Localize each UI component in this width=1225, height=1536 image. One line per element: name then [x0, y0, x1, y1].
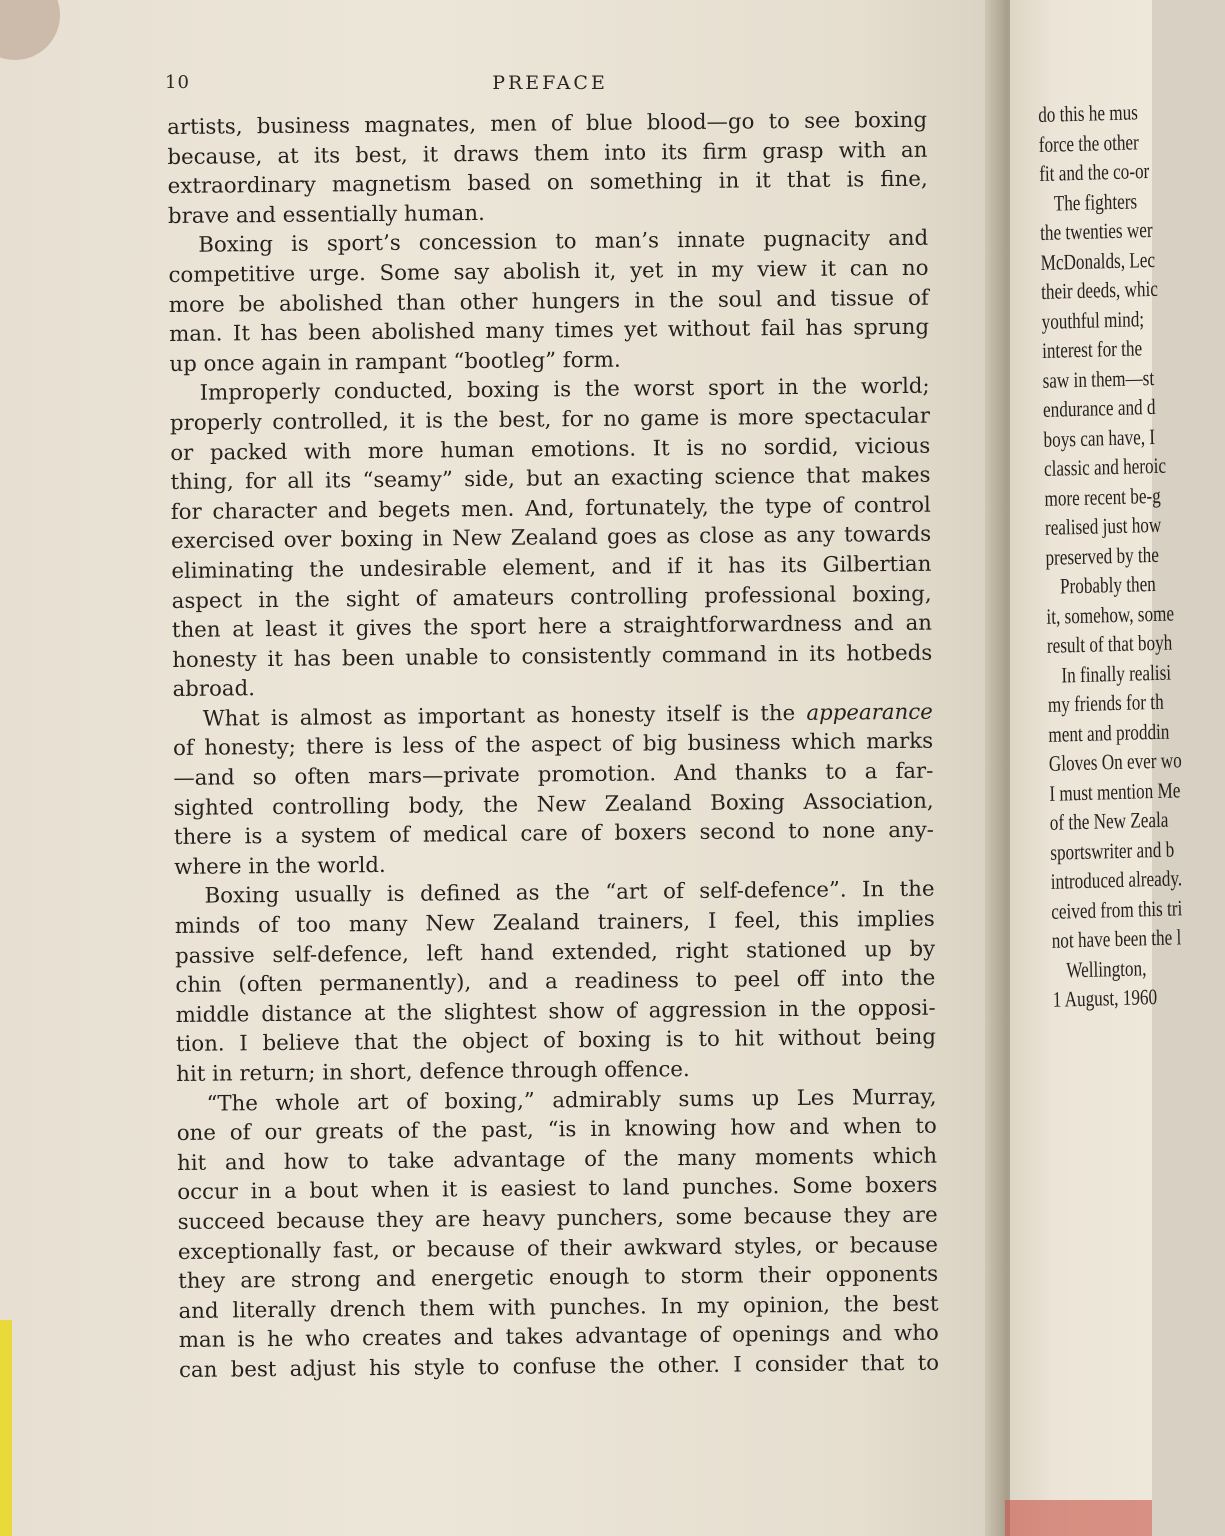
text-line-content: competitive urge. Some say abolish it, yet in my view it can no [168, 255, 929, 288]
text-line-content: middle distance at the slightest show of aggression in the opposi- [175, 995, 936, 1028]
text-line-content: they are strong and energetic enough to storm their opponents [178, 1261, 939, 1295]
right-text-line: sportswriter and b [1050, 836, 1175, 865]
right-text-line: interest for the [1041, 335, 1143, 363]
running-head: PREFACE [492, 72, 608, 94]
text-line-content: exceptionally fast, or because of their awkward styles, or because [177, 1232, 939, 1265]
right-text-line: youthful mind; [1041, 305, 1145, 334]
text-line-content: man. It has been abolished many times yet without fail has sprung [169, 314, 930, 348]
right-text-line: In finally realisi [1061, 659, 1172, 687]
red-edge [1005, 1500, 1152, 1536]
right-text-line: of the New Zeala [1049, 806, 1169, 835]
text-line-content: can best adjust his style to confuse the other. I consider that to [178, 1350, 940, 1383]
text-line-content: chin (often permanently), and a readiness to peel off into the [175, 965, 936, 999]
right-text-line: introduced already. [1050, 865, 1183, 894]
right-text-line: McDonalds, Lec [1040, 246, 1156, 275]
right-text-line: their deeds, whic [1040, 275, 1159, 304]
right-text-line: force the other [1038, 128, 1139, 157]
right-text-line: I must mention Me [1049, 776, 1181, 806]
text-line-content: Boxing is sport’s concession to man’s innate pugnacity and [198, 226, 929, 259]
text-line-content: extraordinary magnetism based on something in it that is fine, [167, 166, 928, 200]
text-line-content: artists, business magnates, men of blue blood—go to see boxing [167, 107, 928, 140]
right-text-line: not have been the l [1051, 924, 1182, 953]
right-page-body-text [1038, 95, 1225, 1014]
text-line-content: tion. I believe that the object of boxing is to hit without being [175, 1025, 937, 1058]
text-line-content: properly controlled, it is the best, for no game is more spectacular [169, 403, 931, 436]
right-text-line: the twenties wer [1039, 216, 1153, 245]
text-line-content: brave and essentially human. [167, 200, 485, 229]
text-line-content: Improperly conducted, boxing is the worst sport in the world; [199, 374, 930, 407]
text-line-content: one of our greats of the past, “is in knowing how and when to [176, 1113, 937, 1147]
right-text-line: The fighters [1053, 187, 1138, 216]
right-text-line: 1 August, 1960 [1052, 984, 1158, 1012]
right-text-line: my friends for th [1047, 688, 1164, 717]
text-line-content: up once again in rampant “bootleg” form. [169, 347, 621, 377]
text-line-content: more be abolished than other hungers in the soul and tissue of [168, 285, 929, 318]
right-text-line: saw in them—st [1042, 364, 1155, 393]
text-line-content: abroad. [172, 676, 256, 703]
text-line-content: for character and begets men. And, fortunately, the type of control [170, 492, 931, 525]
right-text-line: ment and proddin [1048, 718, 1170, 747]
text-line-content: eliminating the undesirable element, and if it has its Gilbertian [171, 551, 932, 584]
text-line-content: minds of too many New Zealand trainers, I feel, this implies [174, 906, 935, 939]
text-line-content: aspect in the sight of amateurs controlling professional boxing, [171, 581, 932, 614]
text-line-content: man is he who creates and takes advantage of openings and who [178, 1320, 939, 1354]
text-line-content: “The whole art of boxing,” admirably sums up Les Murray, [206, 1084, 937, 1117]
text-line-content: hit in return; in short, defence through offence. [176, 1057, 690, 1087]
right-text-line: classic and heroic [1043, 452, 1167, 481]
yellow-edge [0, 1320, 12, 1536]
text-line-content: passive self-defence, left hand extended, right stationed up by [174, 936, 936, 969]
italic-word: appearance [806, 699, 933, 726]
text-line-content: where in the world. [174, 852, 386, 880]
right-text-line: preserved by the [1045, 541, 1160, 570]
right-text-line: Probably then [1059, 570, 1156, 599]
text-line-content: or packed with more human emotions. It is no sordid, vicious [170, 433, 931, 466]
text-line-content: occur in a bout when it is easiest to land punches. Some boxers [177, 1173, 938, 1206]
text-line-content: What is almost as important as honesty itself is the [202, 700, 796, 732]
text-line-content: there is a system of medical care of boxers second to none any- [173, 817, 935, 851]
right-text-line: boys can have, I [1043, 423, 1156, 452]
text-line-content: honesty it has been unable to consistently command in its hotbeds [172, 640, 933, 673]
right-text-line: realised just how [1044, 511, 1162, 540]
right-text-line: more recent be-g [1044, 482, 1161, 511]
text-line-content: hit and how to take advantage of the many moments which [176, 1143, 938, 1176]
right-text-line: Gloves On ever wo [1048, 747, 1182, 776]
text-line-content: sighted controlling body, the New Zealand Boxing Association, [173, 788, 934, 821]
text-line-content: Boxing usually is defined as the “art of self-defence”. In the [204, 877, 935, 910]
text-line-content: succeed because they are heavy punchers, some because they are [177, 1202, 938, 1235]
text-line-content: thing, for all its “seamy” side, but an exacting science that makes [170, 462, 931, 496]
right-text-line: ceived from this tri [1051, 894, 1183, 924]
text-line-content: —and so often mars—private promotion. And thanks to a far- [173, 758, 934, 792]
right-text-line: fit and the co-or [1038, 158, 1150, 186]
right-text-line: it, somehow, some [1046, 599, 1175, 629]
right-text-line: result of that boyh [1046, 629, 1173, 658]
right-text-line: endurance and d [1042, 393, 1156, 422]
right-text-line: Wellington, [1066, 954, 1147, 982]
text-line-content: and literally drench them with punches. In my opinion, the best [178, 1291, 939, 1324]
right-text-line: do this he mus [1038, 99, 1139, 127]
left-page-body-text [167, 106, 939, 1386]
text-line-content: of honesty; there is less of the aspect of big business which marks [172, 729, 934, 762]
text-line-content: then at least it gives the sport here a straightforwardness and an [171, 610, 933, 644]
text-line-content: because, at its best, it draws them into its firm grasp with an [167, 137, 928, 170]
text-line-content: exercised over boxing in New Zealand goes as close as any towards [170, 521, 932, 555]
page-number: 10 [165, 72, 190, 93]
